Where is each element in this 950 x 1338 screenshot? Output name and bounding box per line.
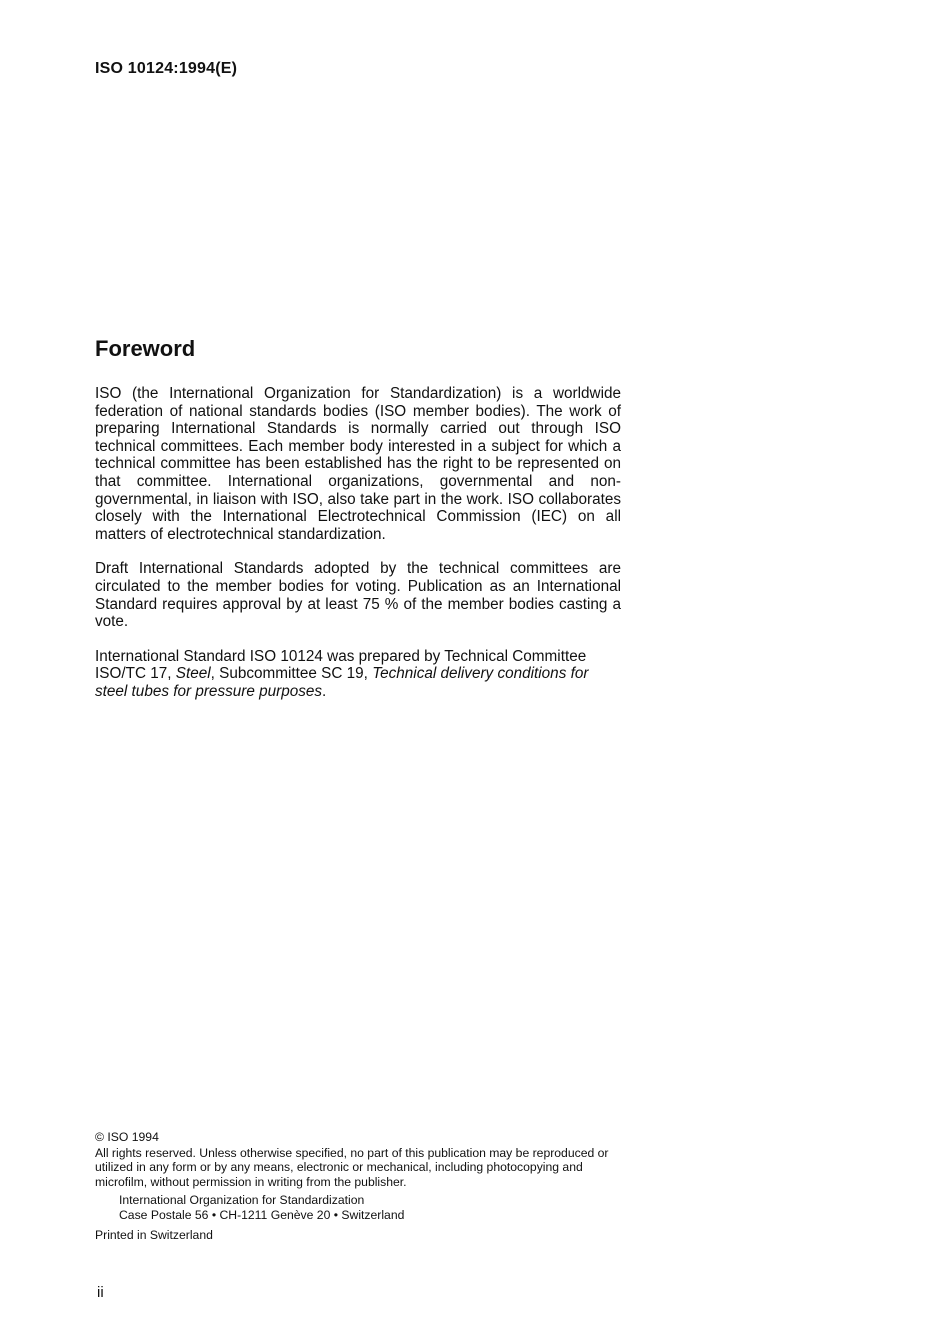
copyright-block [95, 1130, 630, 1243]
foreword-paragraph-1: ISO (the International Organization for Standardization) is a worldwide federation of national standards bodies (ISO member bodies). The work of preparing International Standards is normally carried out through ISO technical committees. Each member body interested in a subject for which a technical committee has been established has the right to be represented on that committee. International organizations, governmental and non-governmental, in liaison with ISO, also take part in the work. ISO collaborates closely with the International Electrotechnical Commission (IEC) on all matters of electrotechnical standardization. [95, 385, 621, 543]
page-title: Foreword [95, 336, 196, 361]
rights-statement: All rights reserved. Unless otherwise specified, no part of this publication may be reproduced or utilized in any form or by any means, electronic or mechanical, including photocopying and microfilm, without permission in writing from the publisher. [95, 1145, 609, 1189]
org-name: International Organization for Standardization [119, 1193, 365, 1207]
org-address: Case Postale 56 • CH-1211 Genève 20 • Switzerland [119, 1207, 405, 1222]
paragraph-3-end: . [322, 682, 327, 700]
page-number: ii [97, 1284, 104, 1301]
printed-in: Printed in Switzerland [95, 1228, 213, 1242]
foreword-body [95, 385, 621, 718]
paragraph-3-text-a: International Standard ISO 10124 was prepared by Technical Committee ISO/TC 17, [95, 647, 587, 683]
committee-name: Steel [175, 665, 211, 683]
copyright-line: © ISO 1994 [95, 1130, 159, 1144]
standard-identifier: ISO 10124:1994(E) [95, 60, 238, 77]
subcommittee-name: Technical delivery conditions for steel tubes for pressure purposes [95, 665, 589, 700]
foreword-paragraph-2: Draft International Standards adopted by the technical committees are circulated to the member bodies for voting. Publication as an International Standard requires approval by at least 75 % of the member bodies casting a vote. [95, 560, 621, 631]
foreword-paragraph-3 [95, 648, 621, 701]
paragraph-3-text-b: , Subcommittee SC 19, [210, 665, 373, 683]
